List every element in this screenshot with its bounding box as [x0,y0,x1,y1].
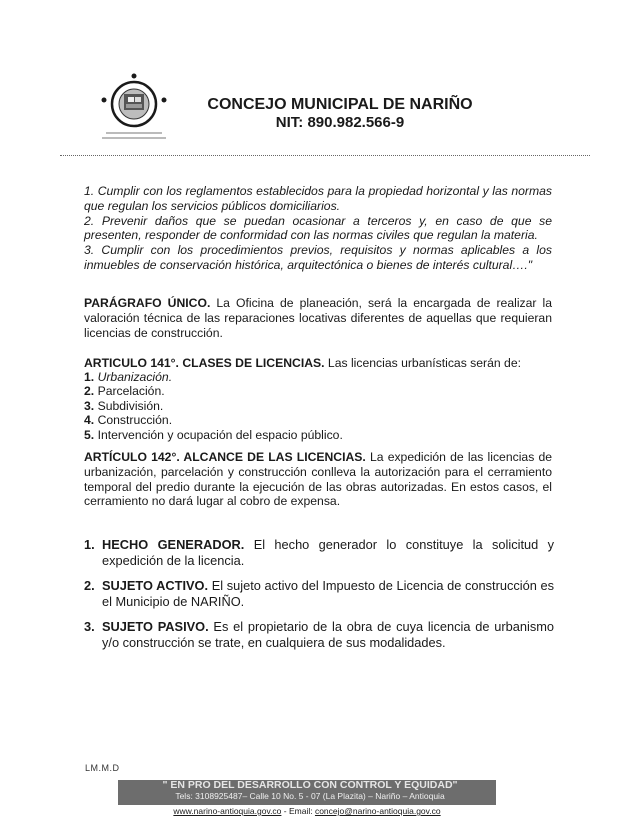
concept-item: 1. HECHO GENERADOR. El hecho generador lo constituye la solicitud y expedición de la licencia. [84,537,554,568]
intro-item: 2. Prevenir daños que se puedan ocasionar a terceros y, en caso de que se presenten, responder de conformidad con las normas civiles que regulan la materia. [84,213,552,243]
paragrafo-unico [84,296,552,340]
website-link[interactable]: www.narino-antioquia.gov.co [173,806,282,816]
article-142-text: La expedición de las licencias de urbanización, parcelación y construcción conlleva la autorización para el cerramiento temporal del predio durante la ejecución de las obras autorizadas. En estos casos, el cerramiento no dará lugar al cobro de expensa. [84,450,552,509]
council-title: CONCEJO MUNICIPAL DE NARIÑO [207,96,473,113]
intro-list [84,184,552,273]
footer-contact: Tels: 3108925487– Calle 10 No. 5 - 07 (La Plazita) – Nariño – Antioquia [175,791,445,801]
concept-item: 3. SUJETO PASIVO. Es el propietario de la obra de cuya licencia de urbanismo y/o construcción se trate, en cualquiera de sus modalidades. [84,619,554,650]
footer-slogan: " EN PRO DEL DESARROLLO CON CONTROL Y EQUIDAD" [162,779,458,791]
concept-item: 2. SUJETO ACTIVO. El sujeto activo del Impuesto de Licencia de construcción es el Municipio de NARIÑO. [84,578,554,609]
list-item: 2. Parcelación. [84,384,165,399]
list-item: 4. Construcción. [84,413,173,428]
municipal-seal-logo [88,70,180,148]
article-142-heading: ARTÍCULO 142°. ALCANCE DE LAS LICENCIAS. [84,450,366,464]
licence-types-list [84,370,552,442]
article-142 [84,450,552,509]
council-nit: NIT: 890.982.566-9 [275,114,405,131]
paragrafo-heading: PARÁGRAFO ÚNICO. [84,296,211,310]
list-item: 5. Intervención y ocupación del espacio público. [84,427,343,442]
header-divider [60,155,590,156]
paragrafo-text: La Oficina de planeación, será la encargada de realizar la valoración técnica de las reparaciones locativas diferentes de aquellas que requieran licencias de construcción. [84,296,552,340]
intro-item: 3. Cumplir con los procedimientos previos, requisitos y normas aplicables a los inmuebles de conservación histórica, arquitectónica o bienes de interés cultural…." [84,243,552,272]
intro-item: 1. Cumplir con los reglamentos establecidos para la propiedad horizontal y las normas que regulan los servicios públicos domiciliarios. [84,184,552,213]
article-141-heading: ARTICULO 141°. CLASES DE LICENCIAS. [84,356,325,370]
list-item: 3. Subdivisión. [84,398,164,413]
article-141-text: Las licencias urbanísticas serán de: [324,356,521,370]
footer-web-row: www.narino-antioquia.gov.co - Email: concejo@narino-antioquia.gov.co [118,805,496,818]
email-link[interactable]: concejo@narino-antioquia.gov.co [314,806,441,816]
list-item: 1. Urbanización. [84,370,173,384]
article-141 [84,356,552,371]
initials: LM.M.D [85,763,120,773]
